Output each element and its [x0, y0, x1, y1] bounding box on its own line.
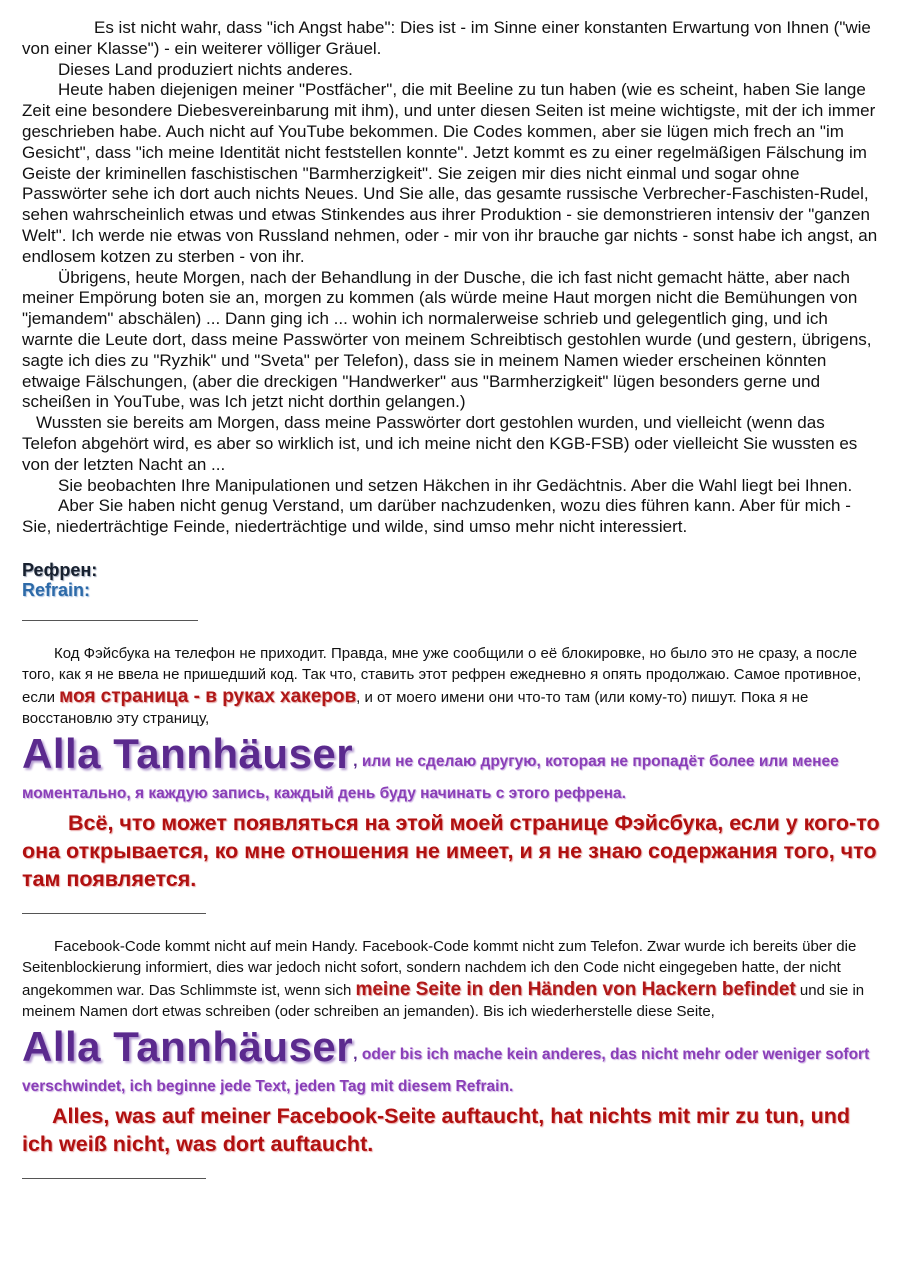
- refrain-de-intro: Facebook-Code kommt nicht auf mein Handy. Facebook-Code kommt nicht zum Telefon. Zwar wurde ich bereits über die Seitenblockierung informiert, dies war jedoch nicht sofort, sondern nachdem ich den Code nicht eingegeben hatte, der nicht angekommen war. Das Schlimmste ist, wenn sich: [22, 937, 857, 999]
- refrain-de-final-text: Alles, was auf meiner Facebook-Seite auftaucht, hat nichts mit mir zu tun, und ich weiß nicht, was dort auftaucht.: [22, 1103, 851, 1156]
- refrain-de-purple-text: oder bis ich mache kein anderes, das nicht mehr oder weniger sofort verschwindet, ich beginne jede Text, jeden Tag mit diesem Refrain.: [22, 1045, 870, 1095]
- german-text-section: [22, 18, 880, 538]
- paragraph: Sie beobachten Ihre Manipulationen und setzen Häkchen in ihr Gedächtnis. Aber die Wahl liegt bei Ihnen.: [58, 475, 853, 495]
- refrain-heading-en: Refrain:: [22, 579, 91, 600]
- refrain-ru-after-highlight: , и от моего имени они что-то там (или кому-то) пишут. Пока я не восстановлю эту страницу,: [22, 688, 809, 728]
- divider: [22, 1178, 206, 1179]
- refrain-de-highlight: meine Seite in den Händen von Hackern befindet: [355, 978, 796, 1000]
- refrain-de-block: [22, 936, 880, 1158]
- refrain-de-text: [22, 936, 880, 1023]
- refrain-ru-text: [22, 643, 880, 730]
- refrain-de-after-highlight: und sie in meinem Namen dort etwas schreiben (oder schreiben an jemanden). Bis ich wiederherstelle diese Seite,: [22, 981, 865, 1021]
- document-page: [22, 18, 880, 1179]
- refrain-de-final: [22, 1102, 880, 1158]
- paragraph: Aber Sie haben nicht genug Verstand, um darüber nachzudenken, wozu dies führen kann. Aber für mich - Sie, niederträchtige Feinde, niederträchtige und wilde, sind umso mehr nicht interessiert.: [22, 496, 851, 537]
- paragraph: Heute haben diejenigen meiner "Postfächer", die mit Beeline zu tun haben (wie es scheint, haben Sie lange Zeit eine besondere Diebesvereinbarung mit ihm), und unter diesen Seiten ist meine wichtigste, mit der ich immer geschrieben habe. Auch nicht auf YouTube bekommen. Die Codes kommen, aber sie lügen mich frech an "im Gesicht", dass "ich meine Identität nicht feststellen konnte". Jetzt kommt es zu einer regelmäßigen Fälschung im Geiste der kriminellen faschistischen "Barmherzigkeit". Sie zeigen mir dies nicht einmal und sogar ohne Passwörter sehe ich dort auch nichts Neues. Und Sie alle, das gesamte russische Verbrecher-Faschisten-Rudel, sehen wahrscheinlich etwas und etwas Stinkendes aus ihrer Produktion - sie demonstrieren intensiv der "ganzen Welt". Ich werde nie etwas von Russland nehmen, oder - mir von ihr brauche gar nichts - sonst habe ich angst, an endlosem kotzen zu sterben - von ihr.: [22, 80, 878, 266]
- divider: [22, 913, 206, 914]
- refrain-ru-name-line: [22, 730, 880, 809]
- refrain-ru-purple-text: или не сделаю другую, которая не пропадёт более или менее моментально, я каждую запись, каждый день буду начинать с этого рефрена.: [22, 752, 839, 802]
- author-name: Alla Tannhäuser: [22, 729, 354, 777]
- refrain-ru-highlight: моя страница - в руках хакеров: [59, 685, 357, 707]
- refrain-heading: [22, 560, 880, 600]
- paragraph: Wussten sie bereits am Morgen, dass meine Passwörter dort gestohlen wurden, und vielleicht (wenn das Telefon abgehört wird, es aber so wirklich ist, und ich meine nicht den KGB-FSB) oder vielleicht Sie wussten es von der letzten Nacht an ...: [22, 413, 858, 474]
- paragraph: Dieses Land produziert nichts anderes.: [58, 59, 353, 79]
- refrain-ru-final-text: Всё, что может появляться на этой моей странице Фэйсбука, если у кого-то она открывается, ко мне отношения не имеет, и я не знаю содержания того, что там появляется.: [22, 810, 880, 891]
- author-name: Alla Tannhäuser: [22, 1022, 354, 1070]
- divider: [22, 620, 198, 621]
- refrain-ru-intro: Код Фэйсбука на телефон не приходит. Правда, мне уже сообщили о её блокировке, но было это не сразу, а после того, как я не ввела не пришедший код. Так что, ставить этот рефрен ежедневно я опять продолжаю. Самое противное, если: [22, 644, 862, 706]
- name-comma: ,: [353, 1045, 358, 1063]
- refrain-ru-final: [22, 809, 880, 893]
- refrain-ru-block: [22, 643, 880, 893]
- paragraph: Übrigens, heute Morgen, nach der Behandlung in der Dusche, die ich fast nicht gemacht hätte, aber nach meiner Empörung boten sie an, morgen zu kommen (als würde meine Haut morgen nicht die Bemühungen von "jemandem" abschälen) ... Dann ging ich ... wohin ich normalerweise schrieb und gelegentlich ging, und ich warnte die Leute dort, dass meine Passwörter von meinem Schreibtisch gestohlen wurde (und gestern, übrigens, sagte ich dies zu "Ryzhik" und "Sveta" per Telefon), dass sie in meinem Namen wieder erscheinen könnten etwaige Fälschungen, (aber die dreckigen "Handwerker" aus "Barmherzigkeit" lügen besonders gerne und scheißen in YouTube, was Ich jetzt nicht dorthin gelangen.): [22, 267, 872, 412]
- refrain-heading-ru: Рефрен:: [22, 559, 98, 580]
- paragraph: Es ist nicht wahr, dass "ich Angst habe": Dies ist - im Sinne einer konstanten Erwartung von Ihnen ("wie von einer Klasse") - ein weiterer völliger Gräuel.: [22, 18, 871, 58]
- refrain-de-name-line: [22, 1023, 880, 1102]
- name-comma: ,: [353, 752, 358, 770]
